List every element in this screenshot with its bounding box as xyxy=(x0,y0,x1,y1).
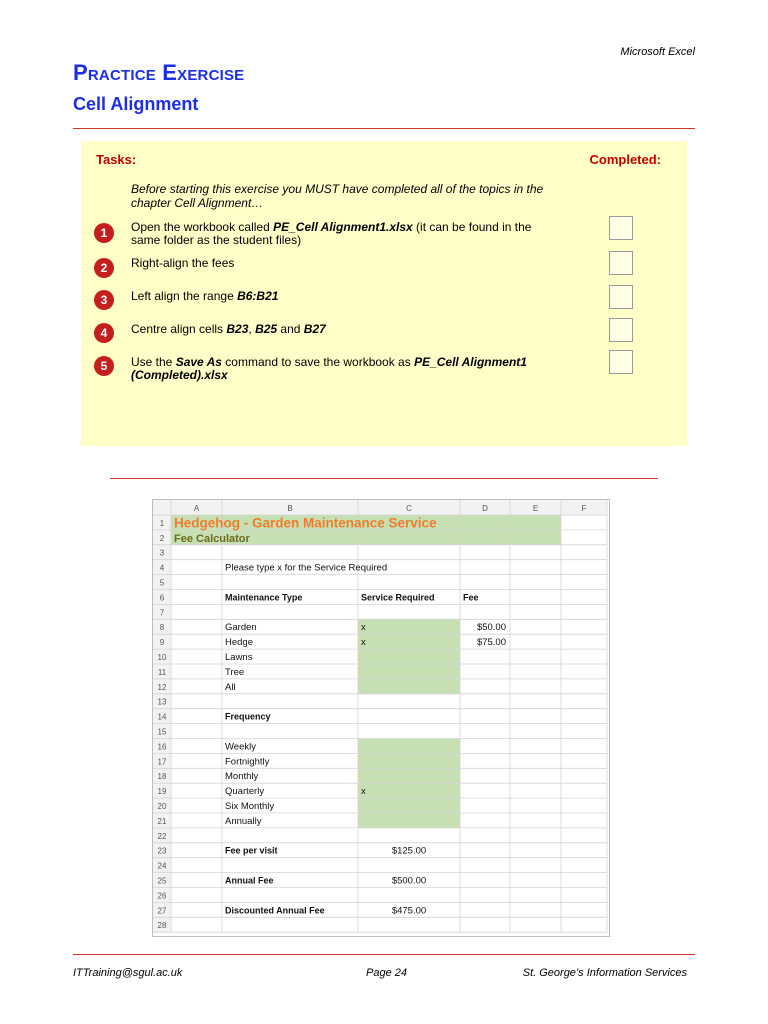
page-subtitle: Cell Alignment xyxy=(73,94,199,114)
row-header: 2 xyxy=(159,533,165,543)
spreadsheet-grid xyxy=(153,500,609,936)
row-header: 28 xyxy=(157,921,167,931)
task-number-badge: 1 xyxy=(94,223,114,243)
task-text-emphasis: PE_Cell Alignment1.xlsx xyxy=(273,220,413,234)
footer-email[interactable]: ITTraining@sgul.ac.uk xyxy=(73,967,183,979)
task-number-badge: 5 xyxy=(94,356,114,376)
task-number-badge: 2 xyxy=(94,258,114,278)
row-header: 25 xyxy=(157,876,167,886)
cell-c6: Service Required xyxy=(361,592,435,603)
task-text-emphasis: B6:B21 xyxy=(237,289,279,303)
footer-divider xyxy=(73,954,695,955)
row-header: 4 xyxy=(159,563,165,573)
completed-heading: Completed: xyxy=(589,152,661,167)
completed-checkbox[interactable] xyxy=(609,251,633,275)
row-header: 24 xyxy=(157,861,167,871)
cell-d8: $50.00 xyxy=(476,622,506,634)
row-header: 20 xyxy=(157,802,167,811)
task-text-emphasis: B27 xyxy=(303,322,326,336)
header-product: Microsoft Excel xyxy=(620,46,695,58)
cell-b17: Fortnightly xyxy=(225,756,270,768)
cell-b6: Maintenance Type xyxy=(225,592,303,603)
row-header: 8 xyxy=(159,623,165,633)
cell-b4: Please type x for the Service Required xyxy=(225,562,388,574)
tasks-box xyxy=(81,141,687,446)
cell-a1: Hedgehog - Garden Maintenance Service xyxy=(174,515,437,531)
task-text-segment: Left align the range xyxy=(131,289,238,303)
tasks-heading: Tasks: xyxy=(96,152,137,167)
task-number-badge: 3 xyxy=(94,290,114,310)
task-text-segment: and xyxy=(277,322,304,336)
column-header-bar xyxy=(153,500,607,515)
cell-c23: $125.00 xyxy=(391,845,427,857)
task-text xyxy=(131,323,561,336)
cell-b12: All xyxy=(225,681,236,693)
footer-organisation: St. George’s Information Services xyxy=(522,967,687,979)
row-header: 3 xyxy=(159,548,165,558)
cell-d9: $75.00 xyxy=(476,637,506,649)
completed-checkbox[interactable] xyxy=(609,318,633,342)
row-header: 23 xyxy=(157,846,167,856)
row-header: 21 xyxy=(157,816,167,826)
cell-c9: x xyxy=(361,637,366,649)
task-text-segment: Use the xyxy=(131,355,176,369)
cell-b16: Weekly xyxy=(225,741,256,753)
column-header-e: E xyxy=(532,504,539,513)
row-header: 18 xyxy=(157,772,167,782)
cell-c8: x xyxy=(361,622,366,634)
cell-b14: Frequency xyxy=(225,711,271,722)
task-text xyxy=(131,221,561,247)
cell-b20: Six Monthly xyxy=(225,801,275,812)
cell-a2: Fee Calculator xyxy=(174,532,250,545)
row-header: 26 xyxy=(157,891,167,901)
task-text xyxy=(131,257,561,270)
input-range-fill xyxy=(358,619,460,694)
cell-c27: $475.00 xyxy=(391,905,427,917)
row-header: 7 xyxy=(159,608,165,618)
task-text-segment: (it can be found in the same folder as the student files) xyxy=(131,220,532,247)
row-header: 6 xyxy=(159,593,165,603)
task-text-segment: Open the workbook called xyxy=(131,220,274,234)
row-header: 9 xyxy=(159,638,165,648)
cell-c25: $500.00 xyxy=(391,875,427,887)
cell-b23: Fee per visit xyxy=(225,845,278,856)
cell-c19: x xyxy=(361,786,366,798)
cell-b8: Garden xyxy=(225,622,257,634)
row-header: 11 xyxy=(157,667,167,677)
task-text-segment: Centre align cells xyxy=(131,322,227,336)
row-header: 10 xyxy=(157,653,167,662)
tasks-intro: Before starting this exercise you MUST have completed all of the topics in the chapter Cell Alignment… xyxy=(131,182,544,210)
cell-b19: Quarterly xyxy=(225,786,265,798)
cell-b25: Annual Fee xyxy=(225,875,274,886)
row-header: 5 xyxy=(159,578,165,588)
column-header-d: D xyxy=(482,504,488,513)
column-header-f: F xyxy=(581,504,587,513)
task-number-badge: 4 xyxy=(94,323,114,343)
spreadsheet-screenshot xyxy=(152,499,610,937)
title-divider xyxy=(73,128,695,129)
task-text-emphasis: B23 xyxy=(226,322,249,336)
completed-checkbox[interactable] xyxy=(609,285,633,309)
task-text xyxy=(131,356,561,382)
section-divider xyxy=(110,478,658,479)
row-header: 22 xyxy=(157,831,167,841)
cell-d6: Fee xyxy=(463,592,479,603)
task-text-emphasis: B25 xyxy=(255,322,278,336)
row-header: 13 xyxy=(157,697,167,707)
row-header: 17 xyxy=(157,757,167,767)
row-header: 16 xyxy=(157,742,167,752)
completed-checkbox[interactable] xyxy=(609,350,633,374)
column-header-c: C xyxy=(406,504,412,513)
task-text-emphasis: PE_Cell Alignment1 (Completed).xlsx xyxy=(131,355,527,382)
column-header-b: B xyxy=(287,504,293,513)
row-header: 12 xyxy=(157,682,167,692)
task-text-segment: , xyxy=(248,322,256,336)
footer-page-number: Page 24 xyxy=(366,967,407,979)
row-header: 15 xyxy=(157,727,167,737)
cell-b10: Lawns xyxy=(225,652,253,663)
task-text-emphasis: Save As xyxy=(175,355,222,369)
row-header: 14 xyxy=(157,712,167,722)
row-header: 19 xyxy=(157,787,167,797)
task-text xyxy=(131,290,561,303)
row-header: 1 xyxy=(159,518,165,528)
cell-b11: Tree xyxy=(225,666,245,678)
task-text-segment: command to save the workbook as xyxy=(221,355,415,369)
cell-b27: Discounted Annual Fee xyxy=(225,905,325,916)
cell-b9: Hedge xyxy=(225,637,253,649)
column-header-a: A xyxy=(193,504,200,513)
row-header: 27 xyxy=(157,906,167,916)
cell-b21: Annually xyxy=(225,815,262,827)
task-text-segment: Right-align the fees xyxy=(131,256,235,270)
completed-checkbox[interactable] xyxy=(609,216,633,240)
cell-b18: Monthly xyxy=(225,771,259,783)
page-title: Practice Exercise xyxy=(73,60,245,85)
